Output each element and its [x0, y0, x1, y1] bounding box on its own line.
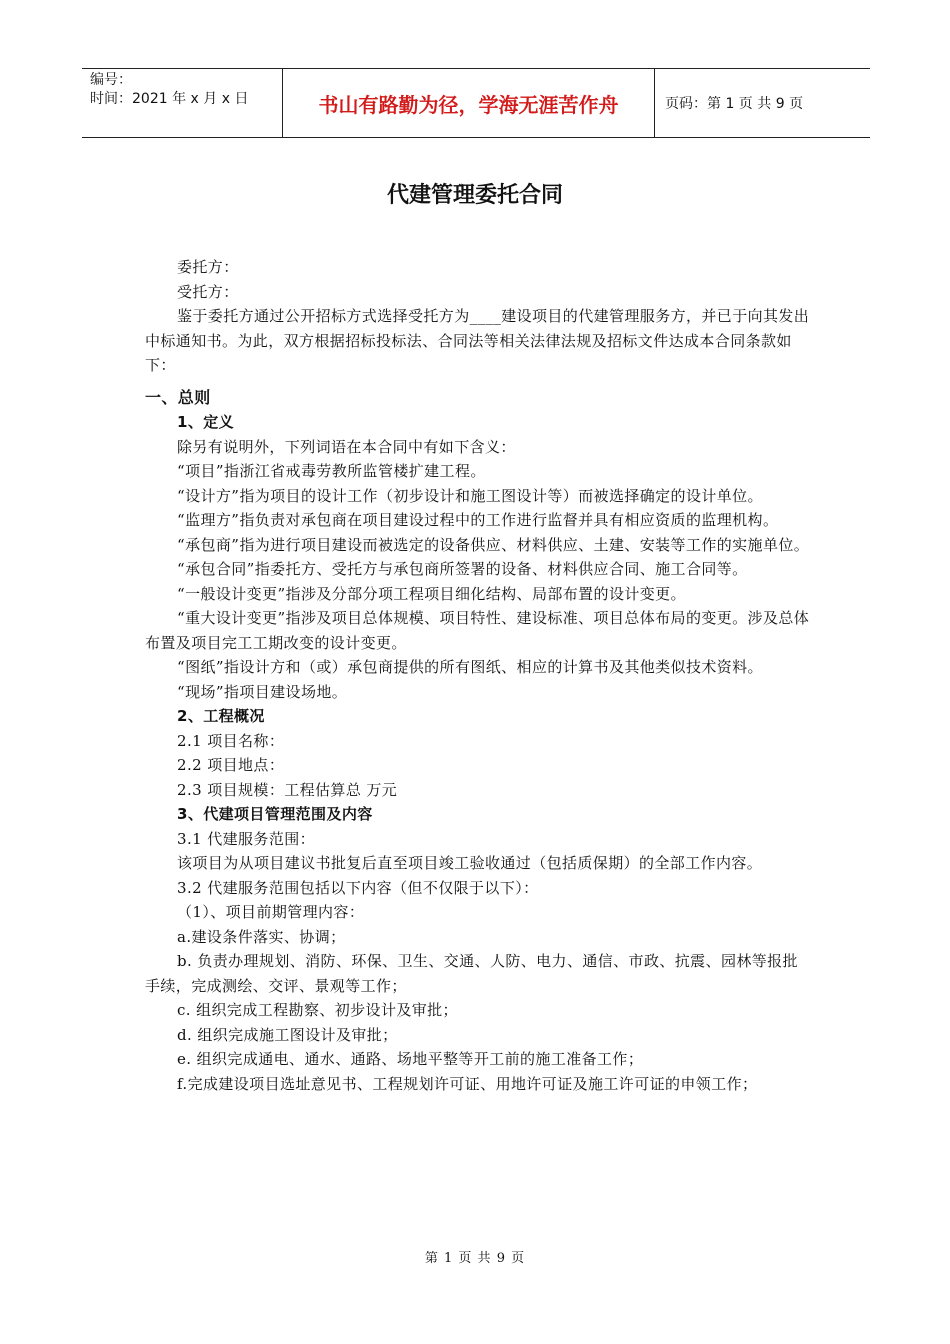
client-line: 委托方：: [177, 258, 239, 276]
header-page-info: 页码：第 1 页 共 9 页: [665, 96, 804, 112]
page-header: [82, 68, 870, 138]
header-motto: 书山有路勤为径，学海无涯苦作舟: [282, 69, 655, 137]
subheading-scope: 3、代建项目管理范围及内容: [177, 805, 373, 823]
overview-item: 2.2 项目地点：: [177, 756, 285, 774]
overview-item: 2.1 项目名称：: [177, 731, 285, 750]
page-footer: 第 1 页 共 9 页: [424, 1251, 526, 1266]
scope-item: a.建设条件落实、协调；: [177, 927, 346, 946]
scope-item: d. 组织完成施工图设计及审批；: [177, 1025, 398, 1044]
document-number-label: 编号：: [90, 72, 132, 88]
scope-item: b. 负责办理规划、消防、环保、卫生、交通、人防、电力、通信、市政、抗震、园林等报批手续，完成测绘、交评、景观等工作；: [145, 952, 798, 995]
scope-item: （1）、项目前期管理内容：: [177, 903, 365, 921]
definition-item: “设计方”指为项目的设计工作（初步设计和施工图设计等）而被选择确定的设计单位。: [177, 486, 763, 505]
definition-item: “监理方”指负责对承包商在项目建设过程中的工作进行监督并具有相应资质的监理机构。: [177, 511, 779, 529]
section-heading-general: 一、总则: [145, 387, 211, 407]
definition-item: “重大设计变更”指涉及项目总体规模、项目特性、建设标准、项目总体布局的变更。涉及总体布置及项目完工工期改变的设计变更。: [145, 609, 810, 652]
document-time-label: 时间：2021 年 x 月 x 日: [90, 91, 249, 107]
definition-item: “承包商”指为进行项目建设而被选定的设备供应、材料供应、土建、安装等工作的实施单位。: [177, 535, 810, 554]
scope-item: 3.1 代建服务范围：: [177, 829, 316, 848]
scope-item: 3.2 代建服务范围包括以下内容（但不仅限于以下）：: [177, 878, 539, 897]
definition-item: “一般设计变更”指涉及分部分项工程项目细化结构、局部布置的设计变更。: [177, 584, 686, 603]
scope-item: c. 组织完成工程勘察、初步设计及审批；: [177, 1001, 458, 1019]
header-meta: [82, 69, 282, 137]
document-title: 代建管理委托合同: [386, 183, 563, 208]
overview-item: 2.3 项目规模：工程估算总 万元: [177, 780, 398, 799]
scope-item: 该项目为从项目建议书批复后直至项目竣工验收通过（包括质保期）的全部工作内容。: [177, 854, 763, 872]
subheading-definitions: 1、定义: [177, 413, 235, 431]
subheading-overview: 2、工程概况: [177, 707, 265, 725]
definition-item: “承包合同”指委托方、受托方与承包商所签署的设备、材料供应合同、施工合同等。: [177, 560, 748, 578]
intro-paragraph: 鉴于委托方通过公开招标方式选择受托方为____建设项目的代建管理服务方，并已于向其发出中标通知书。为此，双方根据招标投标法、合同法等相关法律法规及招标文件达成本合同条款如下：: [145, 307, 810, 374]
scope-item: f.完成建设项目选址意见书、工程规划许可证、用地许可证及施工许可证的申领工作；: [177, 1074, 758, 1093]
scope-item: e. 组织完成通电、通水、通路、场地平整等开工前的施工准备工作；: [177, 1050, 644, 1068]
definition-item: “项目”指浙江省戒毒劳教所监管楼扩建工程。: [177, 462, 486, 480]
definition-item: “图纸”指设计方和（或）承包商提供的所有图纸、相应的计算书及其他类似技术资料。: [177, 658, 763, 676]
definition-item: “现场”指项目建设场地。: [177, 682, 348, 701]
agent-line: 受托方：: [177, 282, 239, 301]
document-body: [145, 255, 810, 1096]
definitions-intro: 除另有说明外，下列词语在本合同中有如下含义：: [177, 437, 516, 456]
